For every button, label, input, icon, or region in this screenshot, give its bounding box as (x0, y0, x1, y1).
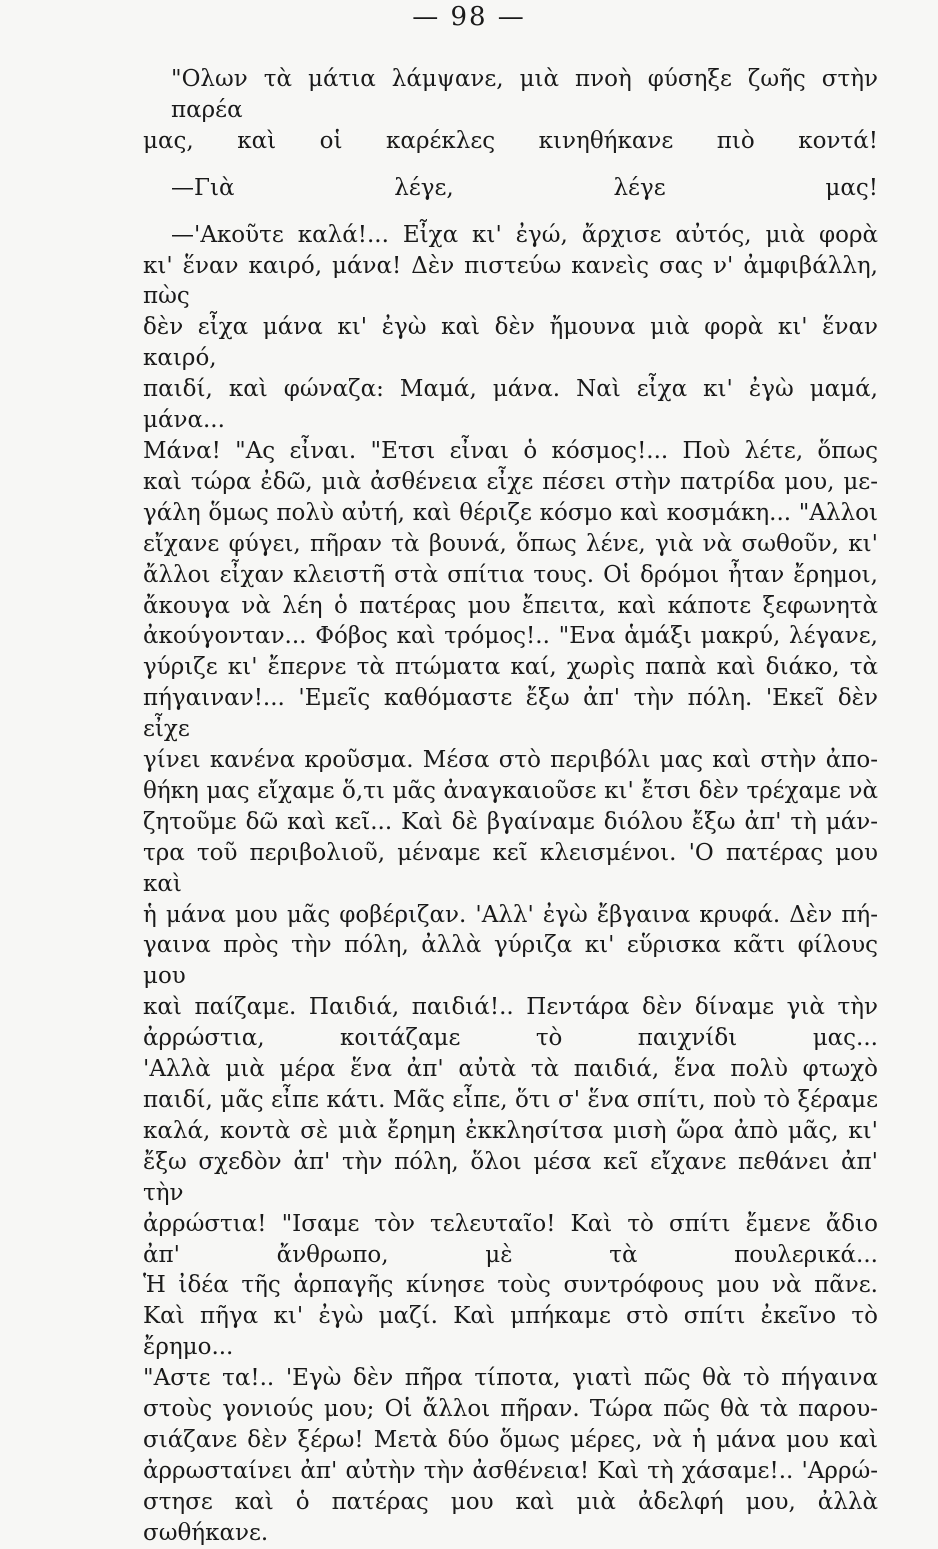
page-number: — 98 — (412, 2, 526, 32)
text-line: ἀρρώστια! "Ισαμε τὸν τελευταῖο! Καὶ τὸ σπίτι ἔμενε ἄδιο (143, 1210, 878, 1237)
text-line: γύριζε κι' ἔπερνε τὰ πτώματα καί, χωρὶς παπὰ καὶ διάκο, τὰ (143, 654, 878, 681)
paragraph-gap (143, 204, 878, 220)
text-line: ἀκούγονταν... Φόβος καὶ τρόμος!.. "Ενα ἁμάξι μακρύ, λέγανε, (143, 623, 878, 650)
text-line: καλά, κοντὰ σὲ μιὰ ἔρημη ἐκκλησίτσα μισὴ ὥρα ἀπὸ μᾶς, κι' (143, 1117, 878, 1144)
text-line: Μάνα! "Ας εἶναι. "Ετσι εἶναι ὁ κόσμος!... Ποὺ λέτε, ὅπως (143, 437, 878, 464)
text-line: —Γιὰ λέγε, λέγε μας! (171, 174, 878, 201)
text-line: στοὺς γονιούς μου; Οἱ ἄλλοι πῆραν. Τώρα πῶς θὰ τὰ παρου- (143, 1396, 878, 1423)
paragraph (143, 1054, 878, 1270)
paragraph (143, 1270, 878, 1548)
paragraph (143, 64, 878, 157)
text-line: ἡ μάνα μου μᾶς φοβέριζαν. 'Αλλ' ἐγὼ ἔβγαινα κρυφά. Δὲν πή- (143, 901, 878, 928)
text-line: Καὶ πῆγα κι' ἐγὼ μαζί. Καὶ μπήκαμε στὸ σπίτι ἐκεῖνο τὸ ἔρημο... (143, 1303, 878, 1361)
text-line: ἀπ' ἄνθρωπο, μὲ τὰ πουλερικά... (143, 1241, 878, 1268)
text-line: "Ολων τὰ μάτια λάμψανε, μιὰ πνοὴ φύσηξε ζωῆς στὴν παρέα (171, 66, 878, 123)
paragraph-gap (143, 157, 878, 173)
text-line: μας, καὶ οἱ καρέκλες κινηθήκανε πιὸ κοντά! (143, 127, 878, 154)
text-line: ἔξω σχεδὸν ἀπ' τὴν πόλη, ὅλοι μέσα κεῖ εἴχανε πεθάνει ἀπ' τὴν (143, 1148, 878, 1206)
text-line: 'Αλλὰ μιὰ μέρα ἕνα ἀπ' αὐτὰ τὰ παιδιά, ἕνα πολὺ φτωχὸ (143, 1056, 878, 1083)
text-line: παιδί, μᾶς εἶπε κάτι. Μᾶς εἶπε, ὅτι σ' ἕνα σπίτι, ποὺ τὸ ξέραμε (143, 1087, 878, 1113)
text-line: ἀρρώστια, κοιτάζαμε τὸ παιχνίδι μας... (143, 1025, 878, 1052)
text-line: γάλη ὅμως πολὺ αὐτή, καὶ θέριζε κόσμο καὶ κοσμάκη... "Αλλοι (143, 499, 878, 526)
text-line: "Αστε τα!.. 'Εγὼ δὲν πῆρα τίποτα, γιατὶ πῶς θὰ τὸ πήγαινα (143, 1365, 878, 1392)
text-line: Ἡ ἰδέα τῆς ἁρπαγῆς κίνησε τοὺς συντρόφους μου νὰ πᾶνε. (143, 1272, 878, 1299)
text-line: παιδί, καὶ φώναζα: Μαμά, μάνα. Ναὶ εἶχα κι' ἐγὼ μαμά, μάνα... (143, 376, 878, 434)
paragraph (143, 220, 878, 1054)
text-line: δὲν εἶχα μάνα κι' ἐγὼ καὶ δὲν ἤμουνα μιὰ φορὰ κι' ἕναν καιρό, (143, 314, 878, 372)
text-line: εἴχανε φύγει, πῆραν τὰ βουνά, ὅπως λένε, γιὰ νὰ σωθοῦν, κι' (143, 530, 878, 557)
text-line: γίνει κανένα κροῦσμα. Μέσα στὸ περιβόλι μας καὶ στὴν ἀπο- (143, 747, 878, 774)
text-line: ἄκουγα νὰ λέη ὁ πατέρας μου ἔπειτα, καὶ κάποτε ξεφωνητὰ (143, 592, 878, 619)
text-line: τρα τοῦ περιβολιοῦ, μέναμε κεῖ κλεισμένοι. 'Ο πατέρας μου καὶ (143, 839, 878, 897)
text-line: ἀρρωσταίνει ἀπ' αὐτὴν τὴν ἀσθένεια! Καὶ τὴ χάσαμε!.. 'Αρρώ- (143, 1457, 878, 1484)
text-line: γαινα πρὸς τὴν πόλη, ἀλλὰ γύριζα κι' εὕρισκα κᾶτι φίλους μου (143, 932, 878, 990)
text-line: —'Ακοῦτε καλά!... Εἶχα κι' ἐγώ, ἄρχισε αὐτός, μιὰ φορὰ (171, 221, 878, 248)
text-line: καὶ τώρα ἐδῶ, μιὰ ἀσθένεια εἶχε πέσει στὴν πατρίδα μου, με- (143, 468, 878, 495)
paragraph (143, 173, 878, 204)
text-line: θήκη μας εἴχαμε ὅ,τι μᾶς ἀναγκαιοῦσε κι' ἔτσι δὲν τρέχαμε νὰ (143, 777, 878, 804)
text-line: σιάζανε δὲν ξέρω! Μετὰ δύο ὅμως μέρες, νὰ ἡ μάνα μου καὶ (143, 1426, 878, 1453)
text-line: καὶ παίζαμε. Παιδιά, παιδιά!.. Πεντάρα δὲν δίναμε γιὰ τὴν (143, 994, 878, 1021)
text-line: ζητοῦμε δῶ καὶ κεῖ... Καὶ δὲ βγαίναμε διόλου ἔξω ἀπ' τὴ μάν- (143, 808, 878, 835)
text-line: πήγαιναν!... 'Εμεῖς καθόμαστε ἔξω ἀπ' τὴν πόλη. 'Εκεῖ δὲν εἶχε (143, 685, 878, 743)
page-body (143, 64, 878, 1549)
text-line: ἄλλοι εἶχαν κλειστῆ στὰ σπίτια τους. Οἱ δρόμοι ἦταν ἔρημοι, (143, 561, 878, 588)
text-line: κι' ἕναν καιρό, μάνα! Δὲν πιστεύω κανεὶς σας ν' ἀμφιβάλλη, πὼς (143, 252, 878, 310)
text-line: στησε καὶ ὁ πατέρας μου καὶ μιὰ ἀδελφή μου, ἀλλὰ σωθήκανε. (143, 1488, 878, 1546)
